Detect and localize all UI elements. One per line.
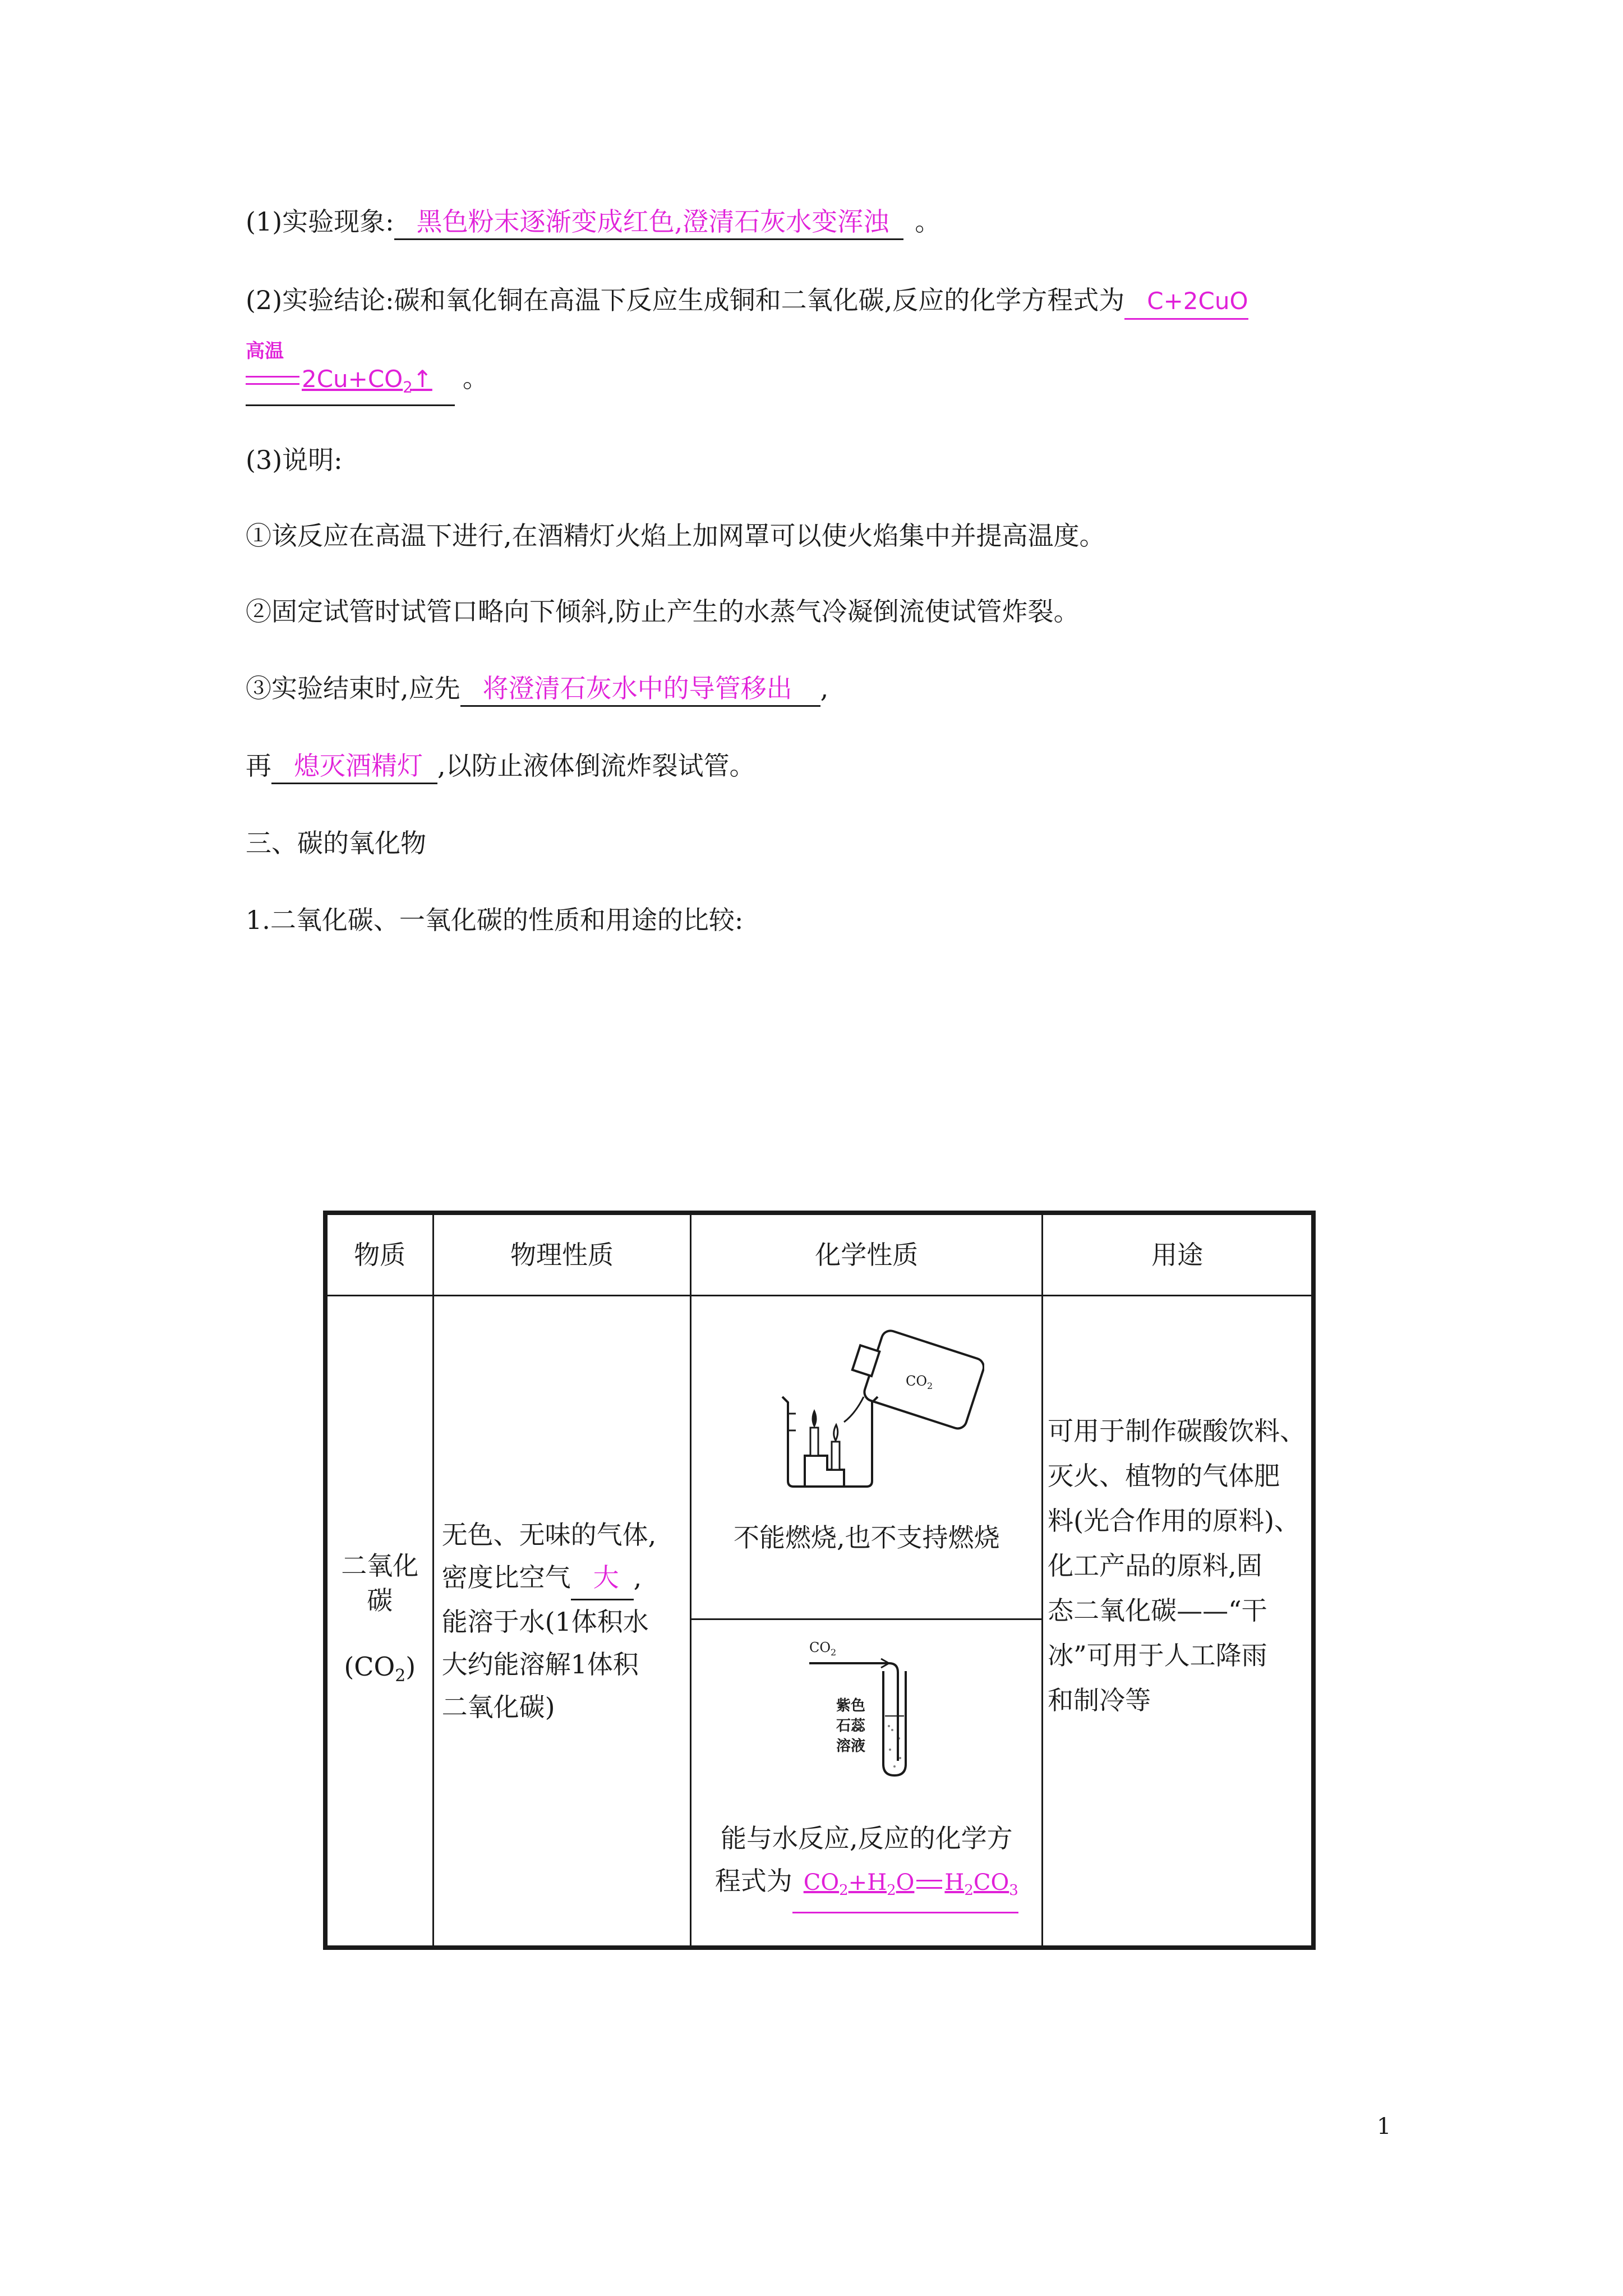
note-3-prefix: ③实验结束时,应先 (246, 673, 460, 703)
note-4-answer: 熄灭酒精灯 (294, 751, 423, 781)
equation-blank-b (246, 361, 455, 406)
gas-label: $CO_2$ (809, 1640, 837, 1658)
equation-products: $2Cu+CO_2↑$ (302, 365, 432, 397)
chemical-text-2: 能与水反应,反应的化学方 程式为 $CO_2+H_2O$ $H_2CO_3$ (692, 1817, 1041, 1913)
bottle-label: $CO_2$ (906, 1373, 933, 1391)
solution-label-3: 溶液 (836, 1738, 866, 1755)
test-tube-figure (782, 1632, 951, 1783)
candle-beaker-figure (749, 1313, 984, 1503)
conclusion-line (246, 283, 1248, 320)
note-3-blank (460, 671, 820, 707)
note-4-suffix: ,以防止液体倒流炸裂试管。 (437, 751, 755, 781)
header-chemical: 化学性质 (691, 1213, 1043, 1296)
header-physical: 物理性质 (433, 1213, 691, 1296)
equals-sign (246, 376, 299, 385)
substance-formula: $(CO_2)$ (344, 1651, 416, 1686)
chemical-text-1: 不能燃烧,也不支持燃烧 (733, 1522, 1000, 1553)
header-uses: 用途 (1043, 1213, 1313, 1296)
observation-line (246, 205, 940, 240)
table-header-row (325, 1213, 1313, 1296)
note-3 (246, 671, 828, 707)
note-4-blank (271, 749, 437, 784)
note-4 (246, 749, 755, 784)
header-substance: 物质 (325, 1213, 433, 1296)
carbonic-acid-equation: $CO_2+H_2O$ $H_2CO_3$ (803, 1870, 1018, 1899)
chemical-cell-2 (691, 1619, 1043, 1948)
equation-condition: 高温 (246, 340, 284, 362)
table-row (325, 1296, 1313, 1619)
note-3-suffix: , (820, 673, 829, 703)
physical-answer: 大 (593, 1562, 619, 1593)
note-3-answer: 将澄清石灰水中的导管移出 (482, 673, 792, 703)
equation-products-line (246, 361, 488, 406)
note-4-prefix: 再 (246, 751, 271, 781)
equation-reactants: C+2CuO (1147, 287, 1248, 315)
note-1: ①该反应在高温下进行,在酒精灯火焰上加网罩可以使火焰集中并提高温度。 (246, 521, 1105, 551)
section3-sub1: 1.二氧化碳、一氧化碳的性质和用途的比较: (246, 905, 744, 935)
observation-prefix: (1)实验现象: (246, 206, 394, 237)
uses-cell: 可用于制作碳酸饮料、 灭火、植物的气体肥 料(光合作用的原料)、 化工产品的原料,固 态二氧化碳——“干 冰”可用于人工降雨 和制冷等 (1043, 1296, 1313, 1948)
observation-answer: 黑色粉末逐渐变成红色,澄清石灰水变浑浊 (416, 206, 889, 237)
section3-heading: 三、碳的氧化物 (246, 828, 426, 858)
physical-cell: 无色、无味的气体, 密度比空气 大 , 能溶于水(1体积水 大约能溶解1体积 二氧化碳) (433, 1296, 691, 1948)
substance-cell: 二氧化 碳 $(CO_2)$ (325, 1296, 433, 1948)
note-2: ②固定试管时试管口略向下倾斜,防止产生的水蒸气冷凝倒流使试管炸裂。 (246, 596, 1080, 627)
observation-blank (394, 205, 904, 240)
conclusion-text: (2)实验结论:碳和氧化铜在高温下反应生成铜和二氧化碳,反应的化学方程式为 (246, 285, 1125, 315)
page-number: 1 (1377, 2114, 1391, 2139)
solution-label-1: 紫色 (836, 1697, 866, 1714)
comparison-table (323, 1211, 1316, 1950)
chemical-cell-1 (691, 1296, 1043, 1619)
observation-suffix: 。 (915, 206, 941, 237)
equation-blank-a (1124, 283, 1248, 320)
solution-label-2: 石蕊 (836, 1718, 866, 1734)
notes-heading: (3)说明: (246, 445, 343, 475)
equation-suffix: 。 (462, 363, 488, 393)
